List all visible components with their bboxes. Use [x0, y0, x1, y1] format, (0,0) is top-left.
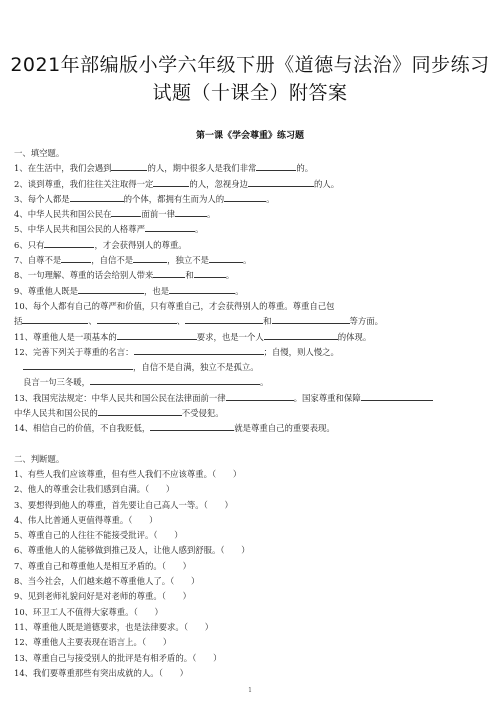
document-title-line-2: 试题（十课全）附答案	[152, 82, 348, 104]
answer-blank[interactable]	[361, 391, 433, 401]
question-text: ，独立不是	[167, 255, 209, 266]
fill-section-heading: 一、填空题。	[14, 148, 65, 158]
fill-question-12	[14, 345, 496, 360]
question-text: 10、每个人都有自己的尊严和价值，只有尊重自己，才会获得别人的尊重。尊重自己包	[14, 300, 335, 311]
question-text: ，也是	[143, 285, 170, 296]
answer-blank[interactable]	[134, 345, 264, 355]
fill-question-12-line-3	[14, 375, 496, 390]
judge-item: 10、环卫工人不值得大家尊重。（ ）	[14, 606, 163, 617]
question-text: 11、尊重他人是一项基本的	[14, 331, 117, 342]
judge-item: 13、尊重自己与接受别人的批评是有相矛盾的。（ ）	[14, 652, 222, 663]
answer-blank[interactable]	[61, 253, 91, 263]
worksheet-content	[14, 146, 496, 681]
answer-blank[interactable]	[97, 314, 177, 324]
question-text: 就是尊重自己的重要表现。	[234, 423, 335, 434]
answer-blank[interactable]	[194, 268, 226, 278]
question-text: ，自信不是自满，独立不是孤立。	[133, 362, 259, 373]
answer-blank[interactable]	[175, 207, 207, 217]
question-text: 9、尊重他人既是	[14, 285, 78, 296]
judge-item: 8、当今社会，人们越来越不尊重他人了。（ ）	[14, 576, 200, 587]
question-text: 。	[194, 224, 204, 235]
fill-question-6	[14, 238, 496, 253]
fill-question-10-continued	[14, 314, 496, 329]
answer-blank[interactable]	[224, 192, 266, 202]
question-text: 的。	[296, 163, 314, 174]
question-text: 中华人民共和国公民的	[14, 408, 98, 419]
answer-blank[interactable]	[150, 421, 234, 431]
question-text: 3、每个人都是	[14, 193, 70, 204]
fill-question-1	[14, 161, 496, 176]
answer-blank[interactable]	[111, 207, 141, 217]
question-text: 4、中华人民共和国公民在	[14, 209, 112, 220]
answer-blank[interactable]	[23, 360, 133, 370]
judge-item: 11、尊重他人既是道德要求，也是法律要求。（ ）	[14, 621, 214, 632]
question-text: 。	[260, 377, 269, 388]
question-text: 、	[88, 316, 97, 327]
judge-item: 5、尊重自己的人往往不能接受批评。（ ）	[14, 530, 183, 541]
fill-question-2	[14, 177, 496, 192]
question-text: 不受侵犯。	[181, 408, 224, 419]
question-text: ，自信不是	[91, 255, 134, 266]
question-text: 的体现。	[337, 331, 372, 342]
question-text: 要求，也是一个人	[196, 331, 264, 342]
question-text: 。	[242, 255, 252, 266]
answer-blank[interactable]	[226, 391, 294, 401]
question-text: 。	[225, 270, 235, 281]
answer-blank[interactable]	[111, 161, 147, 171]
answer-blank[interactable]	[70, 192, 124, 202]
question-text: ，才会获得别人的尊重。	[94, 239, 187, 250]
question-text: 。	[206, 209, 216, 220]
question-text: 等方面。	[349, 316, 383, 327]
answer-blank[interactable]	[98, 406, 182, 416]
judge-item: 4、伟人比普通人更值得尊重。（ ）	[14, 514, 158, 525]
answer-blank[interactable]	[90, 375, 260, 385]
answer-blank[interactable]	[248, 177, 314, 187]
fill-question-13	[14, 391, 496, 406]
fill-question-14	[14, 421, 496, 436]
fill-question-7	[14, 253, 496, 268]
answer-blank[interactable]	[185, 314, 263, 324]
judge-item: 14、我们要尊重那些有突出成就的人。（ ）	[14, 667, 188, 678]
question-text: 8、一句理解、尊重的话会给别人带来	[14, 270, 154, 281]
fill-question-13-continued	[14, 406, 496, 421]
fill-question-11	[14, 330, 496, 345]
lesson-title: 第一课《学会尊重》练习题	[195, 131, 304, 141]
question-text: 的个体，都拥有生而为人的	[123, 193, 225, 204]
section-gap	[14, 437, 496, 452]
judge-item: 12、尊重他人主要表现在语言上。（ ）	[14, 637, 172, 648]
question-text: 的人。	[313, 178, 340, 189]
question-text: ；自慢，则人慢之。	[263, 346, 339, 357]
answer-blank[interactable]	[44, 238, 94, 248]
fill-question-8	[14, 268, 496, 283]
answer-blank[interactable]	[169, 284, 235, 294]
answer-blank[interactable]	[22, 314, 88, 324]
question-text: 、	[176, 316, 186, 327]
page-number: 1	[248, 687, 252, 694]
question-text: 13、我国宪法规定：中华人民共和国公民在法律面前一律	[14, 392, 226, 403]
question-text: 的人，期中很多人是我们非常	[147, 163, 257, 174]
answer-blank[interactable]	[153, 268, 185, 278]
question-text: 12、完善下列关于尊重的名言：	[14, 346, 134, 357]
answer-blank[interactable]	[272, 314, 350, 324]
question-text: 14、相信自己的价值，不自我贬低，	[14, 423, 151, 434]
answer-blank[interactable]	[264, 330, 338, 340]
question-text: 。	[266, 193, 275, 204]
answer-blank[interactable]	[117, 330, 197, 340]
question-text: 6、只有	[14, 239, 45, 250]
judge-item: 3、要想得到他人的尊重，首先要让自己高人一等。（ ）	[14, 499, 233, 510]
judge-item: 2、他人的尊重会让我们感到自满。（ ）	[14, 484, 175, 495]
fill-question-10	[14, 299, 496, 314]
document-title-line-1: 2021年部编版小学六年级下册《道德与法治》同步练习	[10, 54, 490, 76]
judge-item: 6、尊重他人的人能够做到推己及人，让他人感到舒服。（ ）	[14, 545, 250, 556]
question-text: 括	[14, 316, 23, 327]
question-text: 1、在生活中，我们会遇到	[14, 163, 112, 174]
answer-blank[interactable]	[209, 253, 243, 263]
answer-blank[interactable]	[78, 284, 144, 294]
question-text: 面前一律	[141, 209, 175, 220]
question-text: 的人，忽视身边	[189, 178, 248, 189]
fill-question-4	[14, 207, 496, 222]
judge-section-heading: 二、判断题。	[14, 453, 65, 464]
question-text: 。国家尊重和保障	[293, 392, 361, 403]
answer-blank[interactable]	[133, 253, 167, 263]
question-text: 5、中华人民共和国公民的人格尊严	[14, 224, 145, 235]
judge-item: 9、见到老师礼貌问好是对老师的尊重。（ ）	[14, 591, 192, 602]
answer-blank[interactable]	[256, 161, 296, 171]
judge-item: 7、尊重自己和尊重他人是相互矛盾的。（ ）	[14, 560, 192, 571]
fill-question-9	[14, 284, 496, 299]
question-text: 7、自尊不是	[14, 255, 62, 266]
fill-question-5	[14, 222, 496, 237]
answer-blank[interactable]	[145, 222, 195, 232]
question-text: 和	[263, 316, 272, 327]
question-text: 2、谈到尊重，我们往往关注取得一定	[14, 178, 154, 189]
answer-blank[interactable]	[153, 177, 189, 187]
fill-question-12-line-2	[14, 360, 496, 375]
judge-item: 1、有些人我们应该尊重，但有些人我们不应该尊重。（ ）	[14, 468, 242, 479]
fill-question-3	[14, 192, 496, 207]
question-text: 。	[235, 285, 244, 296]
question-text: 良言一句三冬暖，	[23, 377, 90, 388]
question-text: 和	[185, 270, 194, 281]
